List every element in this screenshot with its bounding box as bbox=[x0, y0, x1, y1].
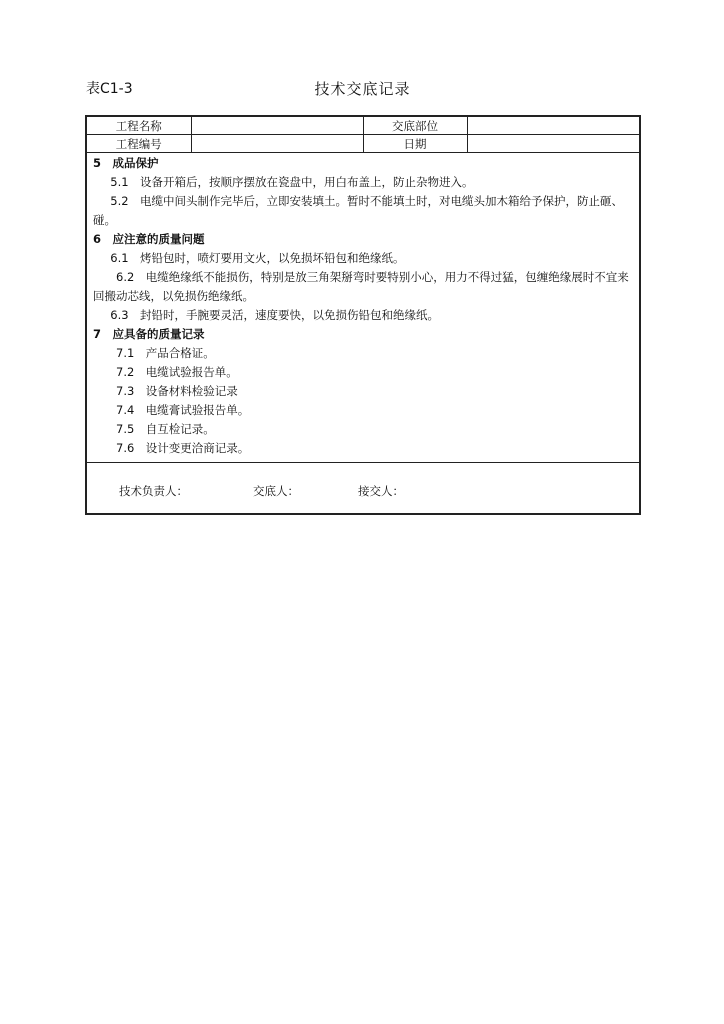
dept-value[interactable] bbox=[467, 117, 639, 135]
info-table bbox=[87, 117, 639, 153]
list-item: 7.2 电缆试验报告单。 bbox=[116, 365, 238, 379]
list-item: 6.2 电缆绝缘纸不能损伤，特别是放三角架掰弯时要特别小心，用力不得过猛，包缠绝缘展时不宜来回搬动芯线，以免损伤绝缘纸。 bbox=[93, 270, 629, 303]
section-heading: 5 成品保护 bbox=[93, 156, 159, 170]
info-row-2 bbox=[87, 135, 639, 153]
dept-label: 交底部位 bbox=[363, 117, 467, 135]
date-value[interactable] bbox=[467, 135, 639, 153]
document-header bbox=[86, 78, 639, 100]
document-title: 技术交底记录 bbox=[314, 80, 411, 98]
tech-lead-signature: 技术负责人： bbox=[119, 484, 188, 498]
list-item: 5.1 设备开箱后，按顺序摆放在瓷盘中，用白布盖上，防止杂物进入。 bbox=[110, 175, 474, 189]
content-body bbox=[87, 153, 639, 463]
info-row-1 bbox=[87, 117, 639, 135]
project-no-value[interactable] bbox=[191, 135, 363, 153]
list-item: 7.3 设备材料检验记录 bbox=[116, 384, 238, 398]
project-name-value[interactable] bbox=[191, 117, 363, 135]
form-code: 表C1-3 bbox=[86, 81, 133, 97]
project-name-label: 工程名称 bbox=[87, 117, 191, 135]
list-item: 7.4 电缆膏试验报告单。 bbox=[116, 403, 250, 417]
handover-signature: 交底人： bbox=[253, 484, 299, 498]
receiver-signature: 接交人： bbox=[358, 484, 404, 498]
list-item: 5.2 电缆中间头制作完毕后，立即安装填土。暂时不能填土时，对电缆头加木箱给予保护，防止砸、碰。 bbox=[93, 194, 624, 227]
section-heading: 6 应注意的质量问题 bbox=[93, 232, 205, 246]
list-item: 7.5 自互检记录。 bbox=[116, 422, 215, 436]
list-item: 6.1 烤铅包时，喷灯要用文火，以免损坏铅包和绝缘纸。 bbox=[110, 251, 405, 265]
handover-form bbox=[85, 115, 641, 515]
list-item: 7.1 产品合格证。 bbox=[116, 346, 215, 360]
project-no-label: 工程编号 bbox=[87, 135, 191, 153]
signature-row bbox=[87, 463, 639, 513]
section-heading: 7 应具备的质量记录 bbox=[93, 327, 205, 341]
list-item: 7.6 设计变更洽商记录。 bbox=[116, 441, 250, 455]
list-item: 6.3 封铅时，手腕要灵活，速度要快，以免损伤铅包和绝缘纸。 bbox=[110, 308, 440, 322]
date-label: 日期 bbox=[363, 135, 467, 153]
